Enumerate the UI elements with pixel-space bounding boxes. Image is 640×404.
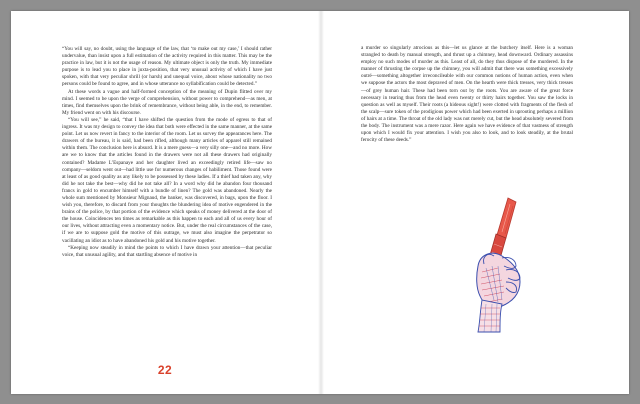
paragraph: “You will see,” he said, “that I have shifted the question from the mode of egress to that of ingress. It was my design to convey the idea that both were effected in the same manner, at the same point. Let us now revert in fancy to the interior of the room. Let us survey the appearances here. The drawers of the bureau, it is said, had been rifled, although many articles of apparel still remained within them. The conclusion here is absurd. It is a mere guess—a very silly one—and no more. How are we to know that the articles found in the drawers were not all these drawers had originally contained? Madame L’Espanaye and her daughter lived an exceedingly retired life—saw no company—seldom went out—had little use for numerous changes of habiliment. Those found were at least of as good quality as any likely to be possessed by these ladies. If a thief had taken any, why did he not take the best—why did he not take all? In a word why did he abandon four thousand francs in gold to encumber himself with a bundle of linen? The gold was abandoned. Nearly the whole sum mentioned by Monsieur Mignaud, the banker, was discovered, in bags, upon the floor. I wish you, therefore, to discard from your thoughts the blundering idea of motive engendered in the brains of the police, by that portion of the evidence which speaks of money delivered at the door of the house. Coincidences ten times as remarkable as this happen to each and all of us every hour of our lives, without attracting even a momentary notice. But, under the real circumstances of the case, if we are to suppose gold the motive of this outrage, we must also imagine the perpetrator so vacillating an idiot as to have abandoned his gold and his motive together. <box>62 116 272 244</box>
wrist <box>478 300 502 332</box>
paragraph: “Keeping now steadily in mind the points to which I have drawn your attention—that peculiar voice, that unusual agility, and that startling absence of motive in <box>62 244 272 258</box>
hand-holding-razor-icon <box>450 196 550 336</box>
paragraph: a murder so singularly atrocious as this—let us glance at the butchery itself. Here is a woman strangled to death by manual strength, and thrust up a chimney, head downward. Ordinary assassins employ no such modes of murder as this. Least of all, do they thus dispose of the murdered. In the manner of thrusting the corpse up the chimney, you will admit that there was something excessively outré—something altogether irreconcileable with our common notions of human action, even when we suppose the actors the most depraved of men. On the hearth were thick tresses, very thick tresses—of grey human hair. These had been torn out by the roots. You are aware of the great force necessary in tearing thus from the head even twenty or thirty hairs together. You saw the locks in question as well as myself. Their roots (a hideous sight!) were clotted with fragments of the flesh of the scalp—sure token of the prodigious power which had been exerted in uprooting perhaps a million of hairs at a time. The throat of the old lady was not merely cut, but the head absolutely severed from the body. The instrument was a mere razor. Here again we have evidence of that vastness of strength upon which I would fix your attention. I wish you also to look, and to look steadily, at the brutal ferocity of these deeds.” <box>361 45 573 144</box>
left-text-column <box>62 46 272 259</box>
left-page <box>11 11 320 394</box>
hand <box>477 253 520 307</box>
paragraph: “You will say, no doubt, using the language of the law, that ‘to make out my case,’ I should rather undervalue, than insist upon a full estimation of the activity required in this matter. This may be the practice in law, but it is not the usage of reason. My ultimate object is only the truth. My immediate purpose is to lead you to place in juxta-position, that very unusual activity of which I have just spoken, with that very peculiar shrill (or harsh) and unequal voice, about whose nationality no two persons could be found to agree, and in whose utterance no syllabification could be detected.” <box>62 46 272 88</box>
page-number: 22 <box>157 363 173 377</box>
right-text-column <box>361 45 573 144</box>
paragraph: At these words a vague and half-formed conception of the meaning of Dupin flitted over my mind. I seemed to be upon the verge of comprehension, without power to comprehend—as men, at times, find themselves upon the brink of remembrance, without being able, in the end, to remember. My friend went on with his discourse. <box>62 88 272 116</box>
right-page <box>320 11 629 394</box>
razor-blade <box>497 198 516 238</box>
book-spread <box>11 11 629 394</box>
